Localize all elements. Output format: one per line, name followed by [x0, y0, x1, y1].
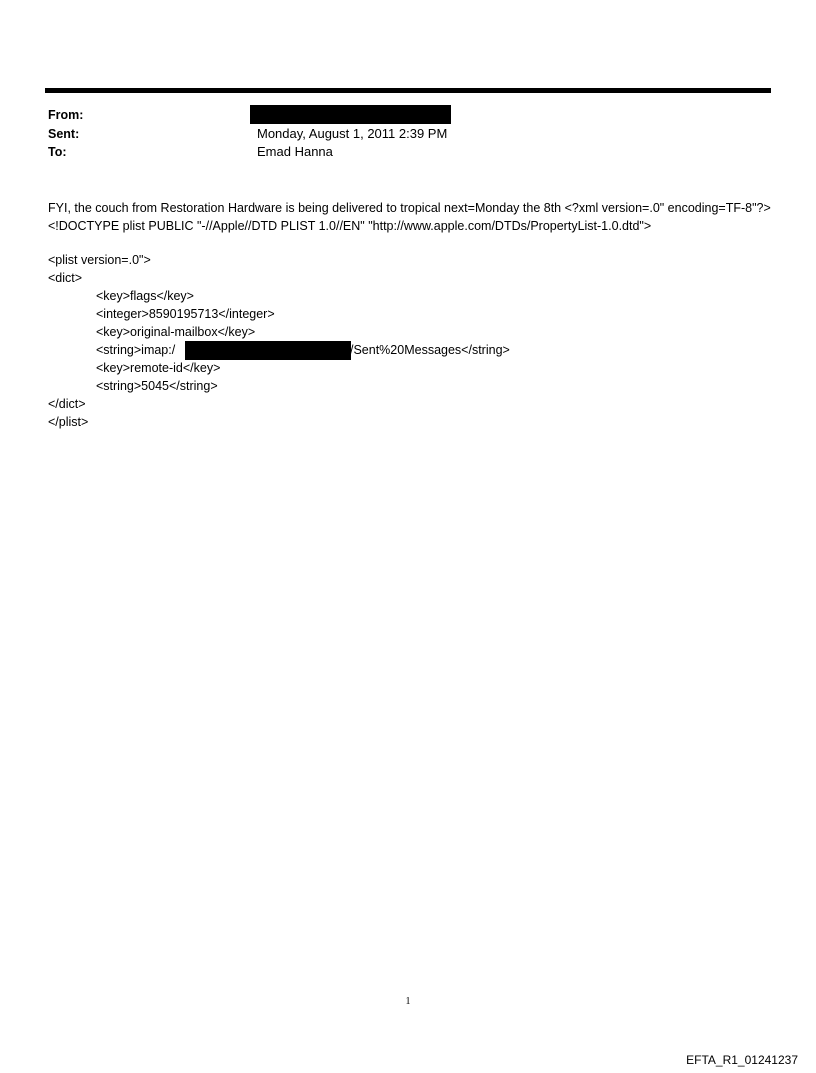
to-value: Emad Hanna	[257, 144, 333, 159]
from-redaction	[250, 105, 451, 124]
imap-redaction	[185, 341, 351, 360]
to-label: To:	[48, 145, 67, 159]
key-mailbox-line: <key>original-mailbox</key>	[96, 325, 256, 339]
integer-line: <integer>8590195713</integer>	[96, 307, 275, 321]
page-number: 1	[405, 996, 411, 1007]
dict-close-line: </dict>	[48, 397, 86, 411]
string-remote-line: <string>5045</string>	[96, 379, 218, 393]
string-imap-prefix: <string>imap:/	[96, 343, 176, 357]
key-flags-line: <key>flags</key>	[96, 289, 194, 303]
plist-open-line: <plist version=.0">	[48, 253, 151, 267]
message-paragraph: FYI, the couch from Restoration Hardware is being delivered to tropical next=Monday the 8th <?xml version=.0" encoding=TF-8"?> <!DOCTYPE plist PUBLIC "-//Apple//DTD PLIST 1.0//EN" "http://www.apple.com/DTDs/PropertyList-1.0.dtd">	[48, 201, 771, 233]
from-label: From:	[48, 108, 84, 122]
sent-value: Monday, August 1, 2011 2:39 PM	[257, 126, 448, 141]
plist-close-line: </plist>	[48, 415, 89, 429]
header-rule	[45, 88, 771, 93]
key-remote-line: <key>remote-id</key>	[96, 361, 221, 375]
bates-number: EFTA_R1_01241237	[686, 1053, 798, 1067]
sent-label: Sent:	[48, 127, 80, 141]
dict-open-line: <dict>	[48, 271, 83, 285]
string-imap-suffix: /Sent%20Messages</string>	[350, 343, 510, 357]
